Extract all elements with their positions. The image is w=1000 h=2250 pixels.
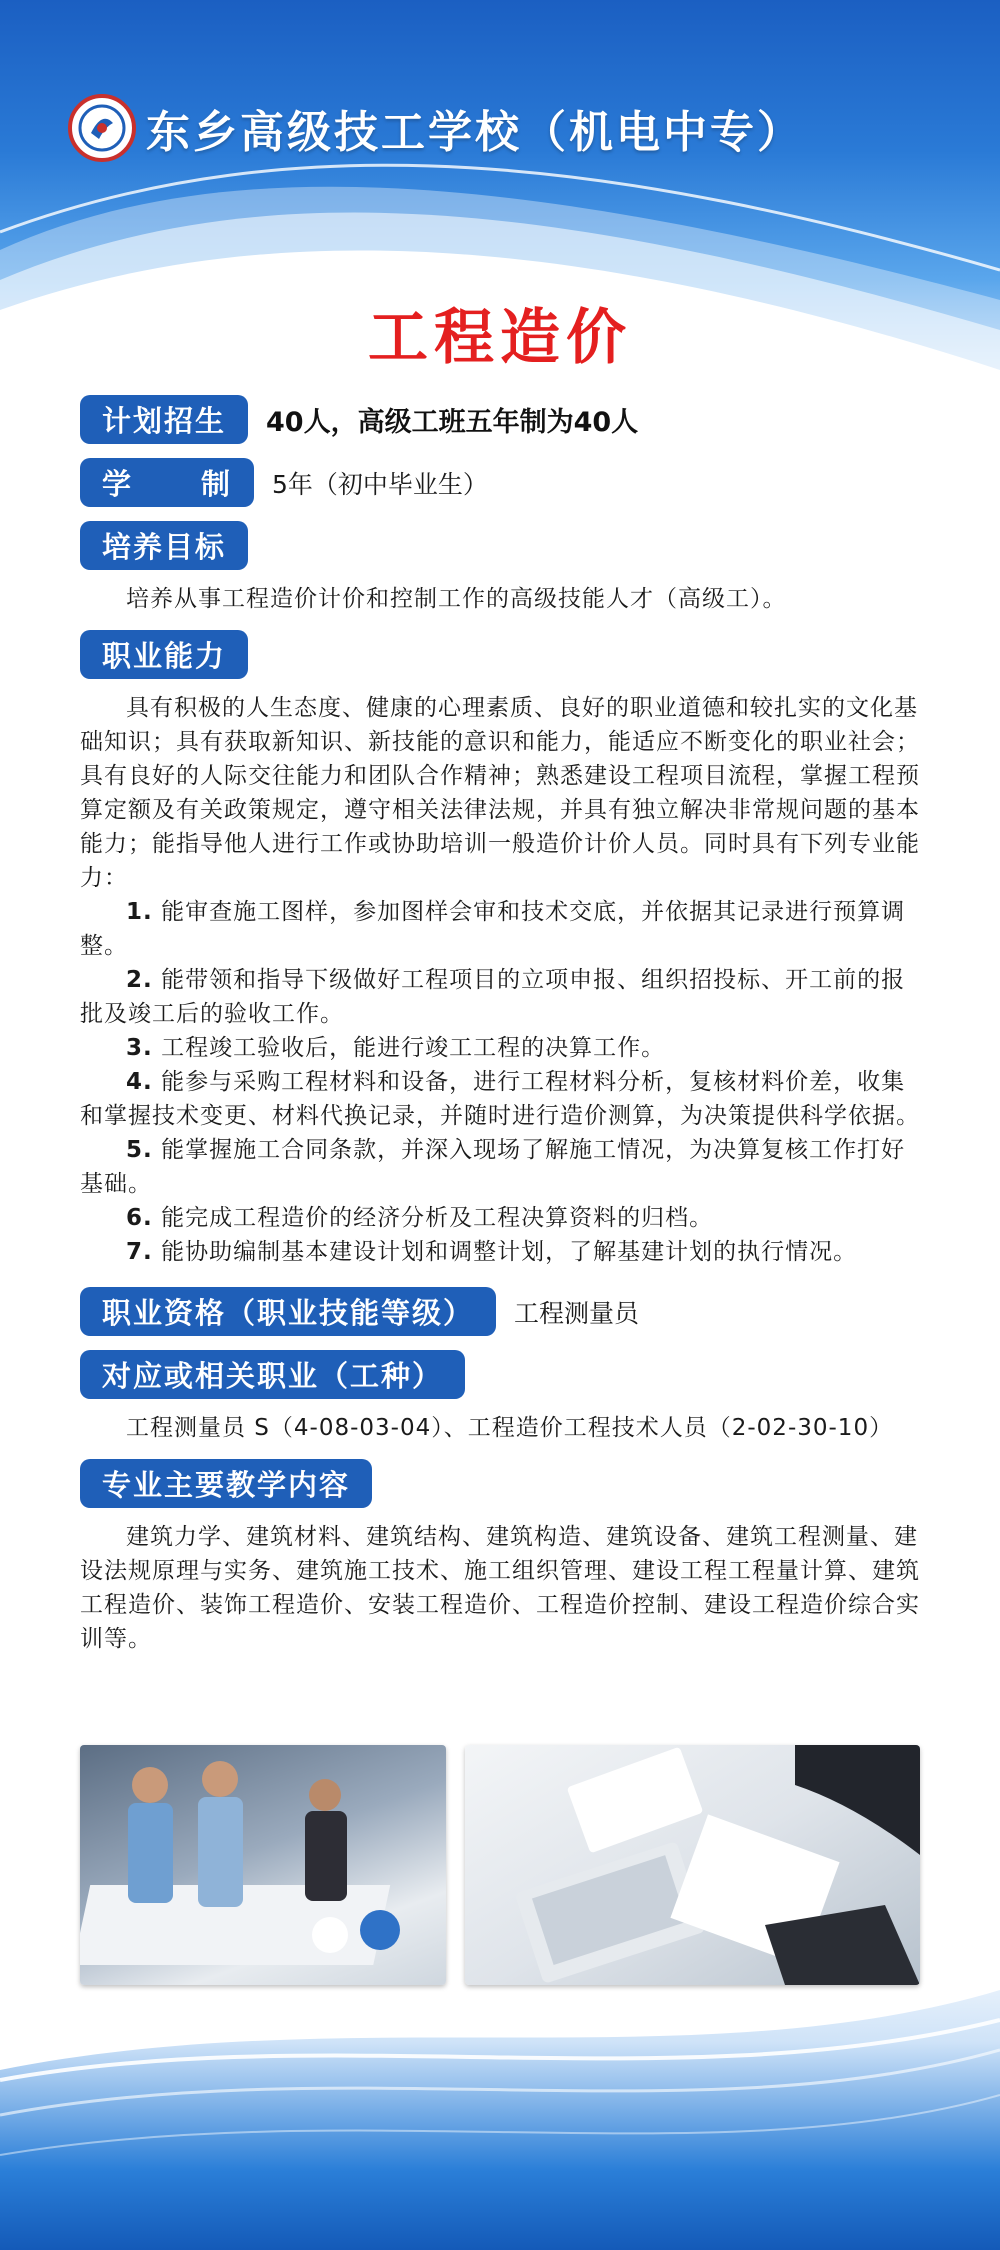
ability-item-number: 7.	[126, 1239, 153, 1265]
ability-item-number: 4.	[126, 1069, 153, 1095]
ability-item	[80, 963, 920, 1031]
ability-item	[80, 1065, 920, 1133]
related-jobs-text: 工程测量员 S（4-08-03-04）、工程造价工程技术人员（2-02-30-10）	[126, 1415, 894, 1441]
ability-list	[80, 895, 920, 1269]
ability-item-text: 能完成工程造价的经济分析及工程决算资料的归档。	[161, 1205, 714, 1231]
ability-item-text: 能审查施工图样，参加图样会审和技术交底，并依据其记录进行预算调整。	[80, 899, 906, 959]
ability-item-text: 能带领和指导下级做好工程项目的立项申报、组织招投标、开工前的报批及竣工后的验收工作。	[80, 967, 906, 1027]
ability-item	[80, 1031, 920, 1065]
ability-item-text: 能掌握施工合同条款，并深入现场了解施工情况，为决算复核工作打好基础。	[80, 1137, 906, 1197]
page-title: 工程造价	[368, 303, 632, 373]
ability-item-number: 2.	[126, 967, 153, 993]
schooling-label-a: 学	[102, 467, 134, 501]
abilities-section	[80, 630, 920, 1269]
curriculum-text: 建筑力学、建筑材料、建筑结构、建筑构造、建筑设备、建筑工程测量、建设法规原理与实务、建筑施工技术、施工组织管理、建设工程工程量计算、建筑工程造价、装饰工程造价、安装工程造价、工程造价控制、建设工程造价综合实训等。	[80, 1524, 920, 1652]
ability-item-number: 5.	[126, 1137, 153, 1163]
related-jobs-section	[80, 1350, 920, 1445]
content	[80, 395, 920, 1666]
ability-item	[80, 1133, 920, 1201]
schooling-value: 5年（初中毕业生）	[272, 469, 488, 499]
goal-text: 培养从事工程造价计价和控制工作的高级技能人才（高级工）。	[126, 586, 787, 612]
schooling-label	[80, 458, 254, 507]
abilities-intro: 具有积极的人生态度、健康的心理素质、良好的职业道德和较扎实的文化基础知识；具有获取新知识、新技能的意识和能力，能适应不断变化的职业社会；具有良好的人际交往能力和团队合作精神；熟悉建设工程项目流程，掌握工程预算定额及有关政策规定，遵守相关法律法规，并具有独立解决非常规问题的基本能力；能指导他人进行工作或协助培训一般造价计价人员。同时具有下列专业能力：	[80, 695, 920, 891]
curriculum-section	[80, 1459, 920, 1656]
qualification-row	[80, 1287, 920, 1336]
school-name: 东乡高级技工学校（机电中专）	[146, 107, 804, 158]
enrollment-row	[80, 395, 920, 444]
schooling-label-b: 制	[200, 467, 232, 501]
ability-item-number: 6.	[126, 1205, 153, 1231]
schooling-row	[80, 458, 920, 507]
qualification-label: 职业资格（职业技能等级）	[80, 1287, 496, 1336]
qualification-value: 工程测量员	[514, 1298, 640, 1328]
goal-label: 培养目标	[80, 521, 248, 570]
goal-section	[80, 521, 920, 616]
header	[68, 92, 804, 164]
ability-item-number: 3.	[126, 1035, 153, 1061]
related-jobs-label: 对应或相关职业（工种）	[80, 1350, 465, 1399]
curriculum-label: 专业主要教学内容	[80, 1459, 372, 1508]
ability-item-number: 1.	[126, 899, 153, 925]
ability-item-text: 能参与采购工程材料和设备，进行工程材料分析，复核材料价差，收集和掌握技术变更、材料代换记录，并随时进行造价测算，为决策提供科学依据。	[80, 1069, 920, 1129]
school-emblem-icon	[68, 94, 136, 162]
ability-item	[80, 1235, 920, 1269]
ability-item-text: 能协助编制基本建设计划和调整计划，了解基建计划的执行情况。	[161, 1239, 858, 1265]
office-photo	[465, 1745, 920, 1985]
ability-item-text: 工程竣工验收后，能进行竣工工程的决算工作。	[161, 1035, 666, 1061]
enrollment-label: 计划招生	[80, 395, 248, 444]
engineers-photo	[80, 1745, 446, 1985]
ability-item	[80, 1201, 920, 1235]
abilities-label: 职业能力	[80, 630, 248, 679]
photo-row	[80, 1745, 920, 1985]
ability-item	[80, 895, 920, 963]
enrollment-value: 40人，高级工班五年制为40人	[266, 407, 639, 438]
